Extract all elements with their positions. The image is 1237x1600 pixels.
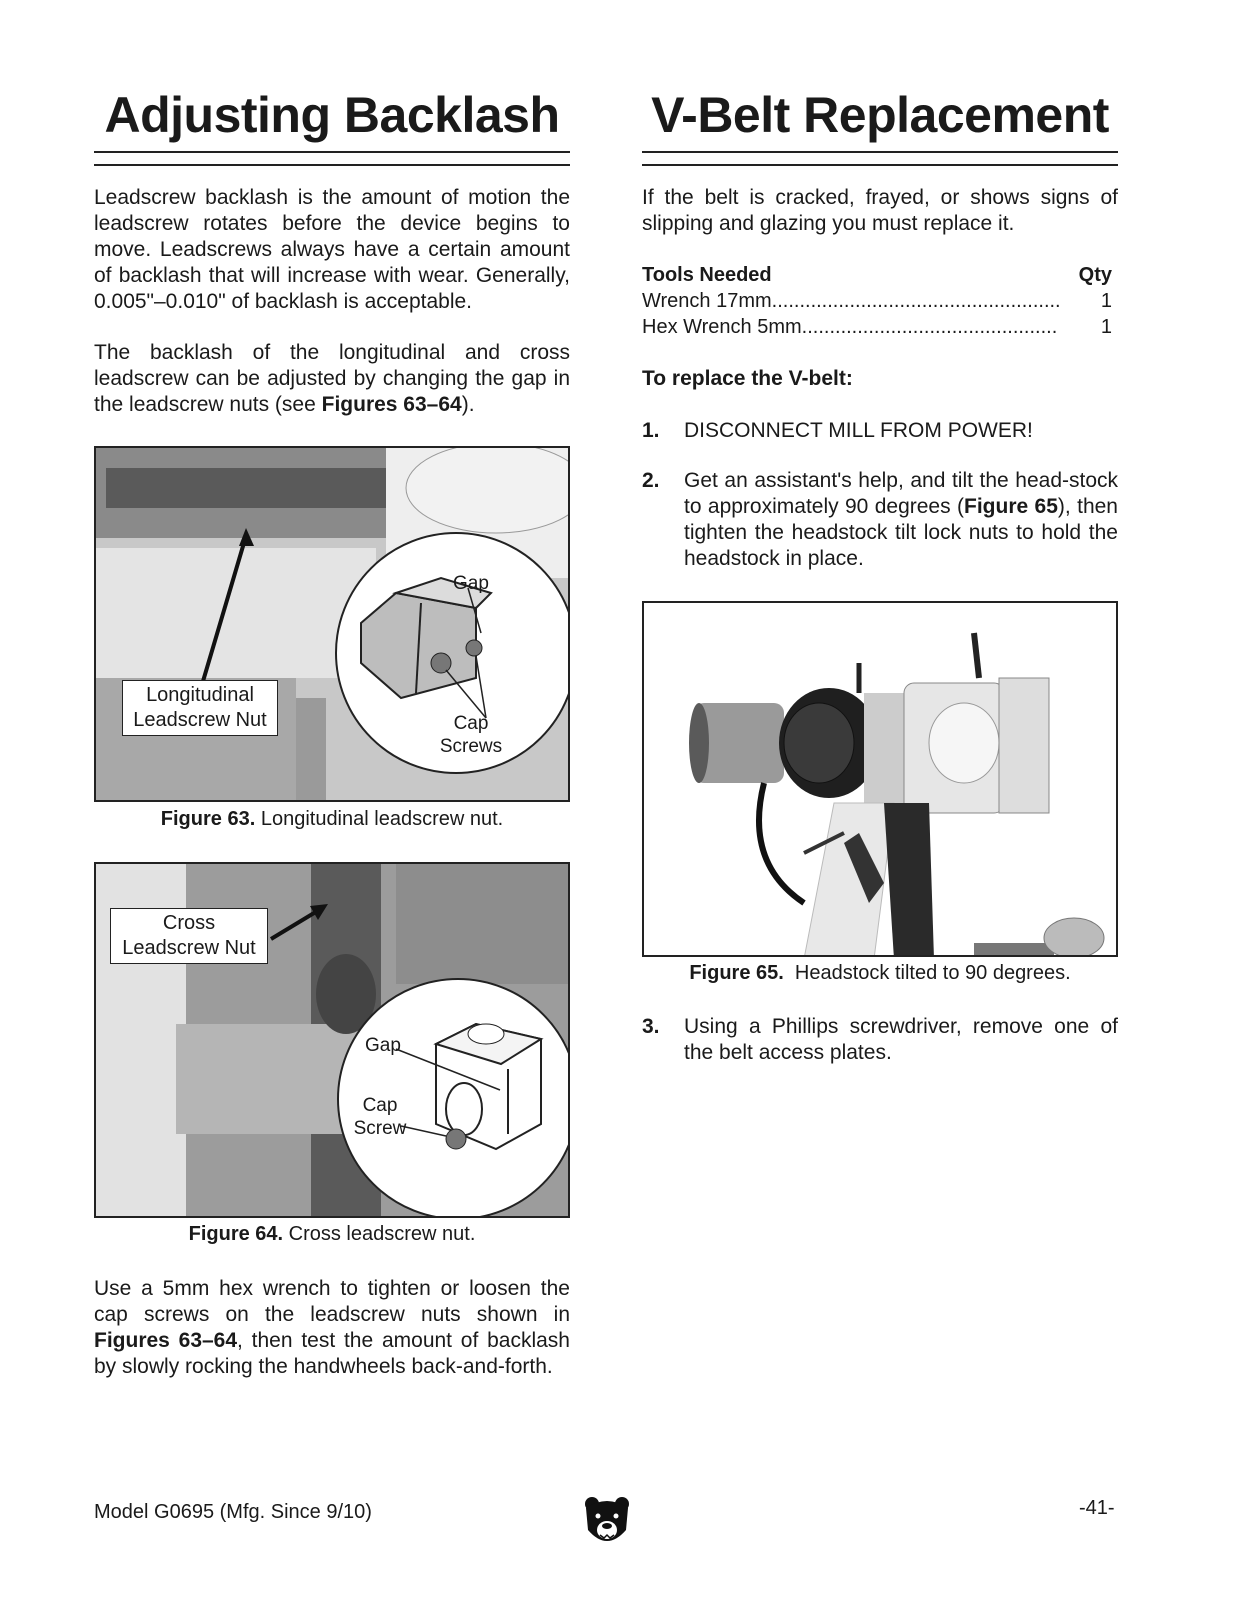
footer-model: Model G0695 (Mfg. Since 9/10): [94, 1501, 372, 1523]
title-rule-bottom: [94, 164, 570, 166]
backlash-adjust-paragraph: The backlash of the longitudinal and cross leadscrew can be adjusted by changing the gap in the leadscrew nuts (see Figures 63–64).: [94, 341, 570, 416]
figure-reference: Figure 65: [964, 495, 1058, 518]
qty-header: Qty: [1078, 264, 1112, 286]
gap-label: Gap: [453, 573, 489, 594]
tool-row-hex-wrench: Hex Wrench 5mm.............................................. 1: [642, 316, 1112, 338]
figure-63-image: [94, 446, 570, 802]
cross-leadscrew-nut-label: Cross Leadscrew Nut: [110, 908, 268, 964]
figure-63-caption: Figure 63. Longitudinal leadscrew nut.: [160, 808, 504, 830]
figure-65-image: [642, 601, 1118, 957]
cap-screws-label: Cap Screws: [439, 713, 503, 757]
longitudinal-leadscrew-nut-label: Longitudinal Leadscrew Nut: [122, 680, 278, 736]
figure-65-photo-illustration: [644, 603, 1118, 957]
title-rule-top: [94, 151, 570, 153]
cap-screw-label: Cap Screw: [353, 1095, 407, 1139]
figure-64-image: [94, 862, 570, 1218]
backlash-intro-paragraph: Leadscrew backlash is the amount of motion the leadscrew rotates before the device begins to move. Leadscrews always have a certain amount of backlash that will increase with wear. Generally, 0.005"–0.010" of backlash is acceptable.: [94, 186, 570, 313]
hex-wrench-paragraph: Use a 5mm hex wrench to tighten or loosen the cap screws on the leadscrew nuts shown in Figures 63–64, then test the amount of backlash by slowly rocking the handwheels back-and-forth.: [94, 1277, 570, 1378]
procedure-title: To replace the V-belt:: [642, 367, 853, 390]
gap-label: Gap: [365, 1035, 401, 1056]
title-rule-top: [642, 151, 1118, 153]
v-belt-intro-paragraph: If the belt is cracked, frayed, or shows signs of slipping and glazing you must replace it.: [642, 186, 1118, 235]
tool-row-wrench: Wrench 17mm.................................................... 1: [642, 290, 1112, 312]
section-title-v-belt-replacement: V-Belt Replacement: [651, 87, 1109, 143]
grizzly-bear-logo-icon: [582, 1494, 632, 1550]
title-rule-bottom: [642, 164, 1118, 166]
tools-needed-header: Tools Needed Qty: [642, 264, 1112, 286]
figures-reference: Figures 63–64: [94, 1329, 238, 1352]
figure-65-caption: Figure 65. Headstock tilted to 90 degrees.: [689, 962, 1071, 984]
figures-reference: Figures 63–64: [321, 393, 462, 416]
section-title-adjusting-backlash: Adjusting Backlash: [104, 87, 560, 143]
footer-page-number: -41-: [1079, 1497, 1115, 1519]
figure-64-caption: Figure 64. Cross leadscrew nut.: [188, 1223, 476, 1245]
